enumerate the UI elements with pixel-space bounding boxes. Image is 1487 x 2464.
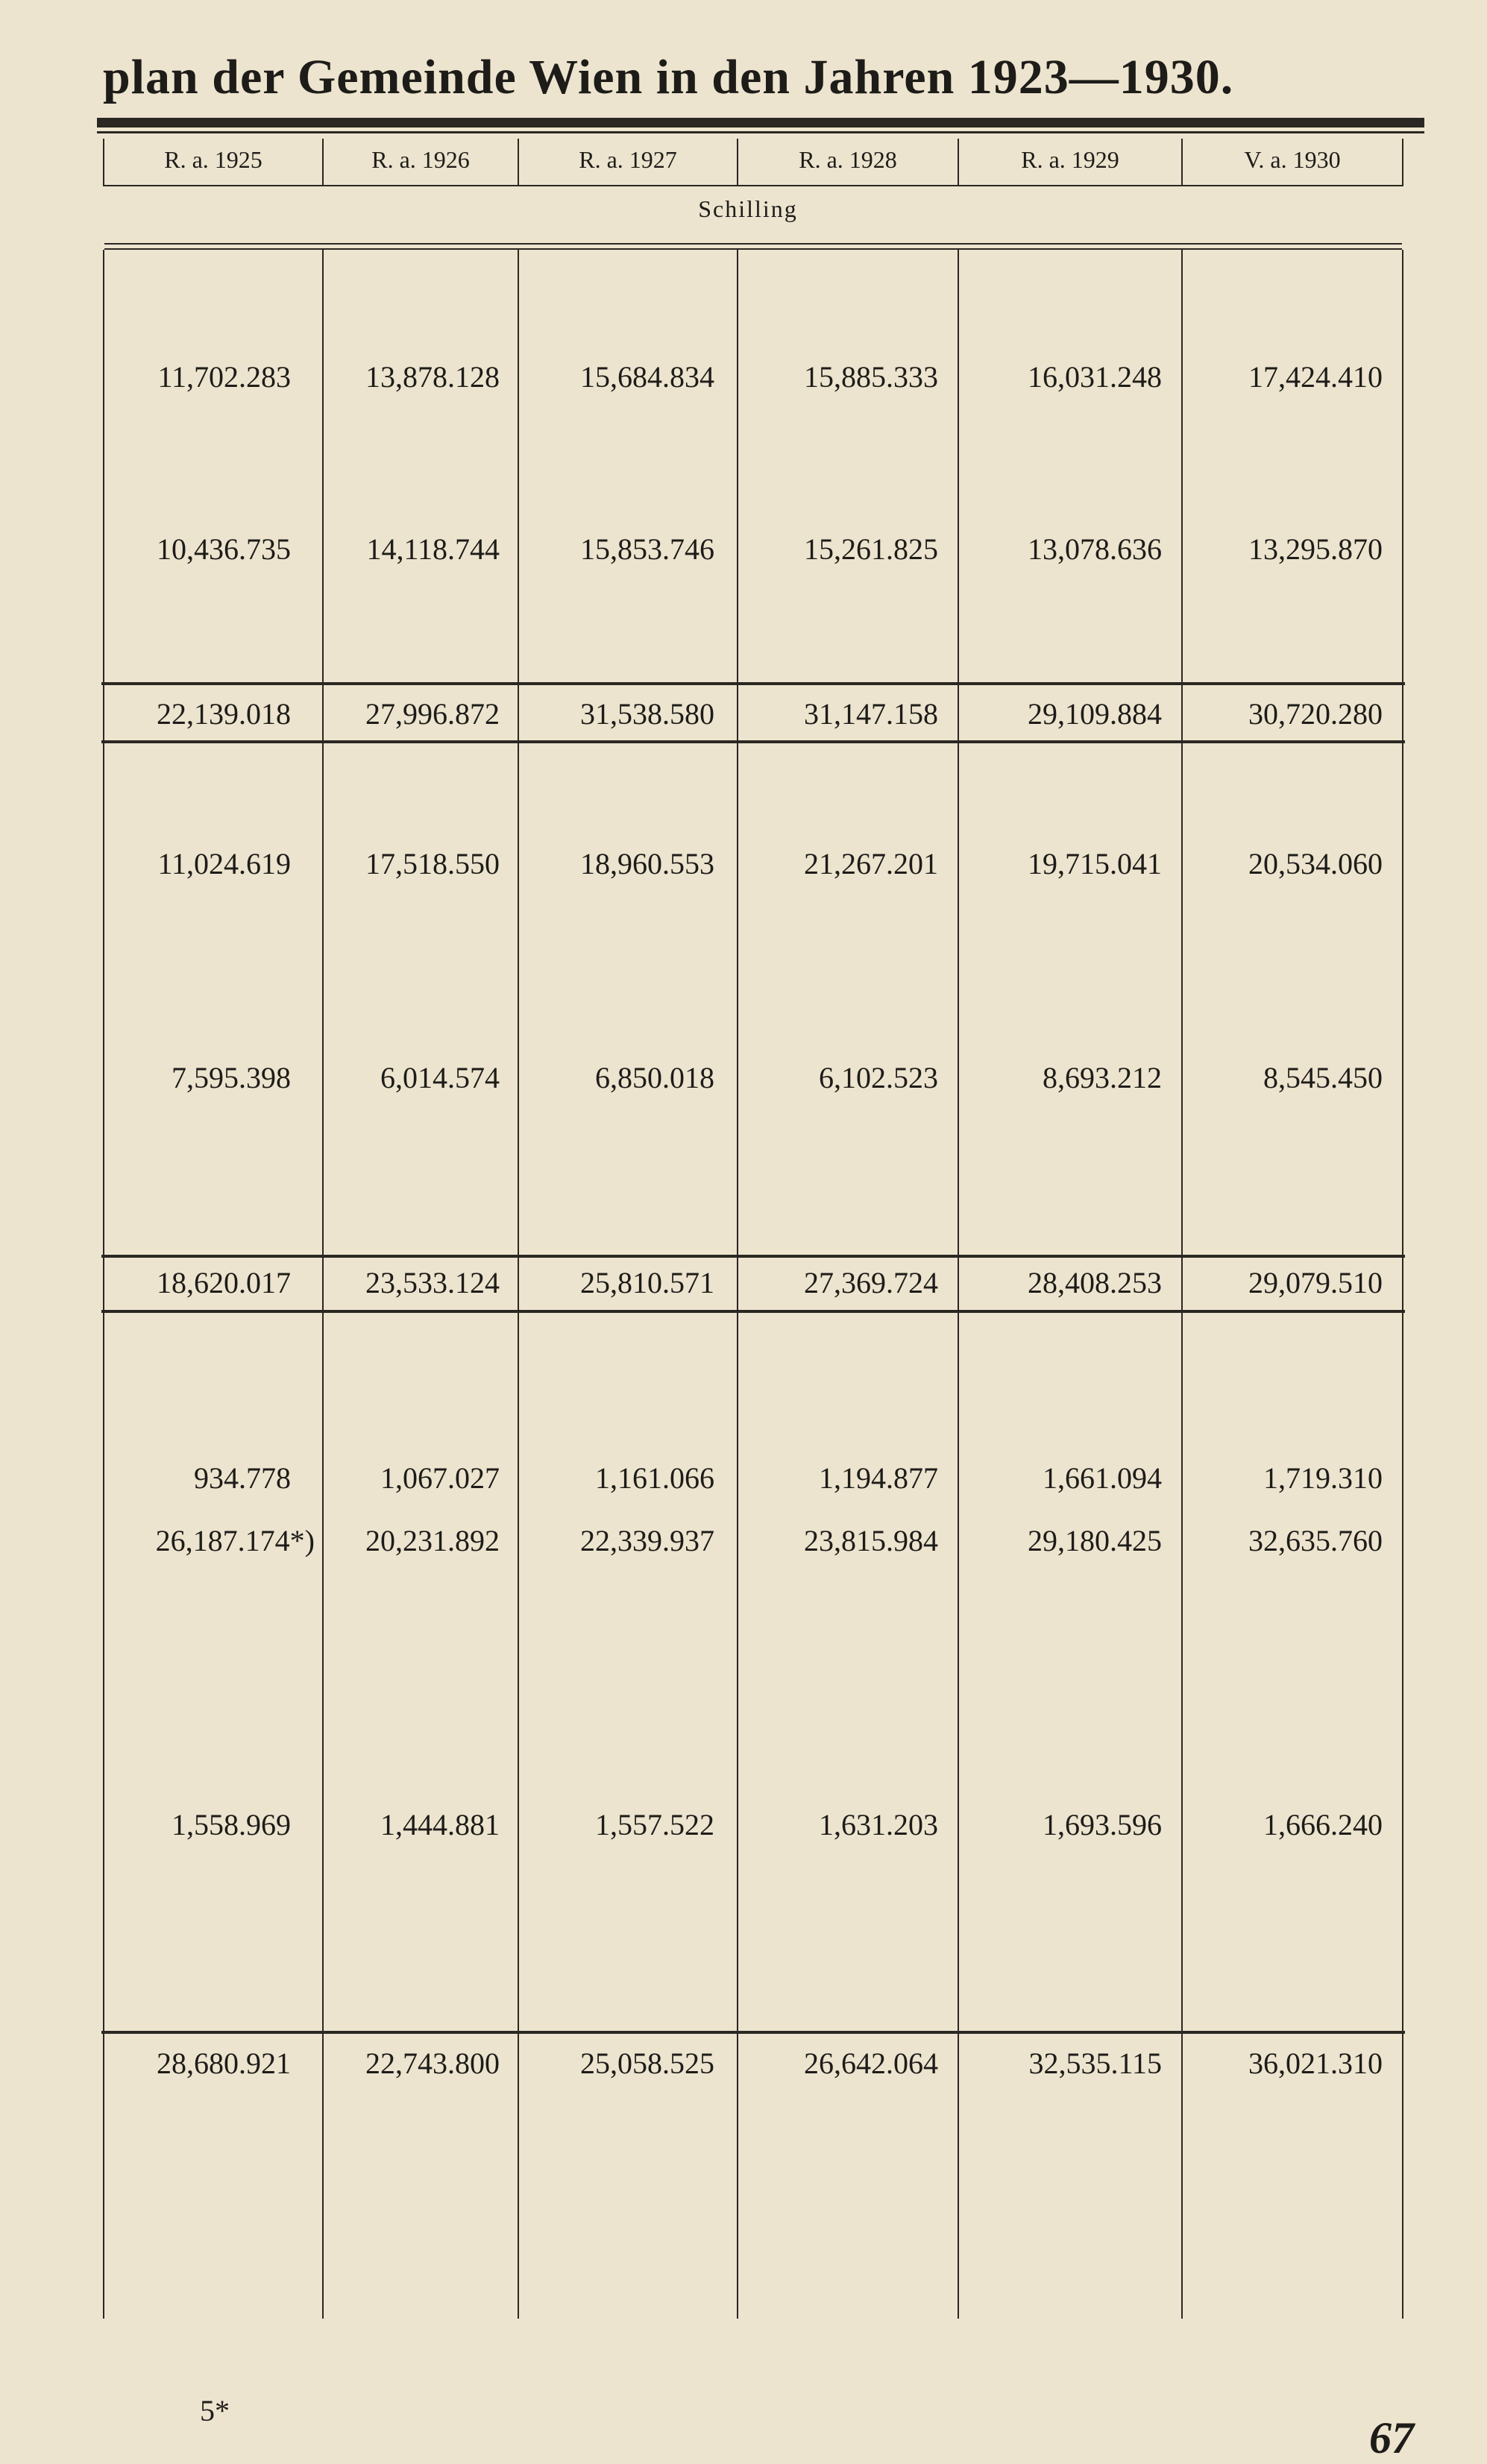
table-cell: 1,719.310 <box>1263 1461 1383 1495</box>
table-cell: 1,661.094 <box>1043 1461 1162 1495</box>
page-number: 67 <box>1369 2413 1414 2463</box>
title-rule-thin <box>97 131 1424 133</box>
table-cell: 15,885.333 <box>804 360 938 394</box>
table-cell: 29,180.425 <box>1028 1524 1162 1557</box>
table-cell: 1,194.877 <box>819 1461 938 1495</box>
table-cell: 26,187.174*) <box>155 1524 315 1557</box>
table-cell: 25,810.571 <box>580 1266 714 1299</box>
table-cell: 27,369.724 <box>804 1266 938 1299</box>
table-cell: 14,118.744 <box>366 532 500 566</box>
table-cell: 36,021.310 <box>1248 2046 1383 2080</box>
table-cell: 20,231.892 <box>365 1524 500 1557</box>
unit-rule-2 <box>104 248 1402 250</box>
table-cell: 8,545.450 <box>1263 1061 1383 1094</box>
column-header: R. a. 1926 <box>371 146 470 173</box>
table-cell: 1,161.066 <box>595 1461 714 1495</box>
subtotal-rule <box>101 740 1405 743</box>
subtotal-rule <box>101 1310 1405 1313</box>
table-cell: 1,067.027 <box>380 1461 500 1495</box>
table-cell: 15,853.746 <box>580 532 714 566</box>
table-cell: 16,031.248 <box>1028 360 1162 394</box>
table-cell: 23,533.124 <box>365 1266 500 1299</box>
table-cell: 28,680.921 <box>157 2046 291 2080</box>
table-cell: 6,014.574 <box>380 1061 500 1094</box>
table-cell: 11,702.283 <box>157 360 291 394</box>
column-header: R. a. 1929 <box>1021 146 1119 173</box>
table-cell: 10,436.735 <box>157 532 291 566</box>
table-cell: 30,720.280 <box>1248 697 1383 731</box>
title-rule-thick <box>97 118 1424 127</box>
unit-label: Schilling <box>698 195 798 222</box>
subtotal-rule <box>101 2031 1405 2034</box>
unit-rule-1 <box>104 243 1402 245</box>
table-cell: 1,693.596 <box>1043 1808 1162 1841</box>
table-cell: 20,534.060 <box>1248 847 1383 880</box>
table-cell: 22,139.018 <box>157 697 291 731</box>
table-cell: 13,878.128 <box>365 360 500 394</box>
table-cell: 18,960.553 <box>580 847 714 880</box>
table-cell: 18,620.017 <box>157 1266 291 1299</box>
table-cell: 28,408.253 <box>1028 1266 1162 1299</box>
table-cell: 1,558.969 <box>172 1808 291 1841</box>
table-cell: 29,109.884 <box>1028 697 1162 731</box>
table-cell: 8,693.212 <box>1043 1061 1162 1094</box>
table-cell: 7,595.398 <box>172 1061 291 1094</box>
column-header: R. a. 1927 <box>579 146 677 173</box>
table-cell: 15,684.834 <box>580 360 714 394</box>
page-title: plan der Gemeinde Wien in den Jahren 1923—1930. <box>103 50 1234 104</box>
table-cell: 27,996.872 <box>365 697 500 731</box>
subtotal-rule <box>101 1255 1405 1258</box>
table-cell: 32,635.760 <box>1248 1524 1383 1557</box>
col-divider <box>1402 250 1403 2319</box>
table-cell: 25,058.525 <box>580 2046 714 2080</box>
table-cell: 23,815.984 <box>804 1524 938 1557</box>
table-cell: 11,024.619 <box>157 847 291 880</box>
table-cell: 15,261.825 <box>804 532 938 566</box>
table-cell: 31,147.158 <box>804 697 938 731</box>
table-cell: 29,079.510 <box>1248 1266 1383 1299</box>
header-rule <box>104 185 1402 186</box>
table-cell: 19,715.041 <box>1028 847 1162 880</box>
table-cell: 13,295.870 <box>1248 532 1383 566</box>
table-cell: 26,642.064 <box>804 2046 938 2080</box>
column-header: R. a. 1925 <box>164 146 262 173</box>
column-header: V. a. 1930 <box>1244 146 1341 173</box>
table-cell: 21,267.201 <box>804 847 938 880</box>
column-header: R. a. 1928 <box>799 146 897 173</box>
table-cell: 1,666.240 <box>1263 1808 1383 1841</box>
table-cell: 22,743.800 <box>365 2046 500 2080</box>
table-cell: 22,339.937 <box>580 1524 714 1557</box>
table-cell: 934.778 <box>194 1461 291 1495</box>
table-cell: 13,078.636 <box>1028 532 1162 566</box>
table-cell: 32,535.115 <box>1028 2046 1162 2080</box>
table-cell: 31,538.580 <box>580 697 714 731</box>
table-cell: 17,424.410 <box>1248 360 1383 394</box>
table-cell: 1,631.203 <box>819 1808 938 1841</box>
col-divider <box>1402 139 1403 186</box>
signature-mark: 5* <box>200 2394 230 2427</box>
table-cell: 6,102.523 <box>819 1061 938 1094</box>
table-cell: 6,850.018 <box>595 1061 714 1094</box>
subtotal-rule <box>101 682 1405 685</box>
table-cell: 17,518.550 <box>365 847 500 880</box>
table-cell: 1,557.522 <box>595 1808 714 1841</box>
table-cell: 1,444.881 <box>380 1808 500 1841</box>
